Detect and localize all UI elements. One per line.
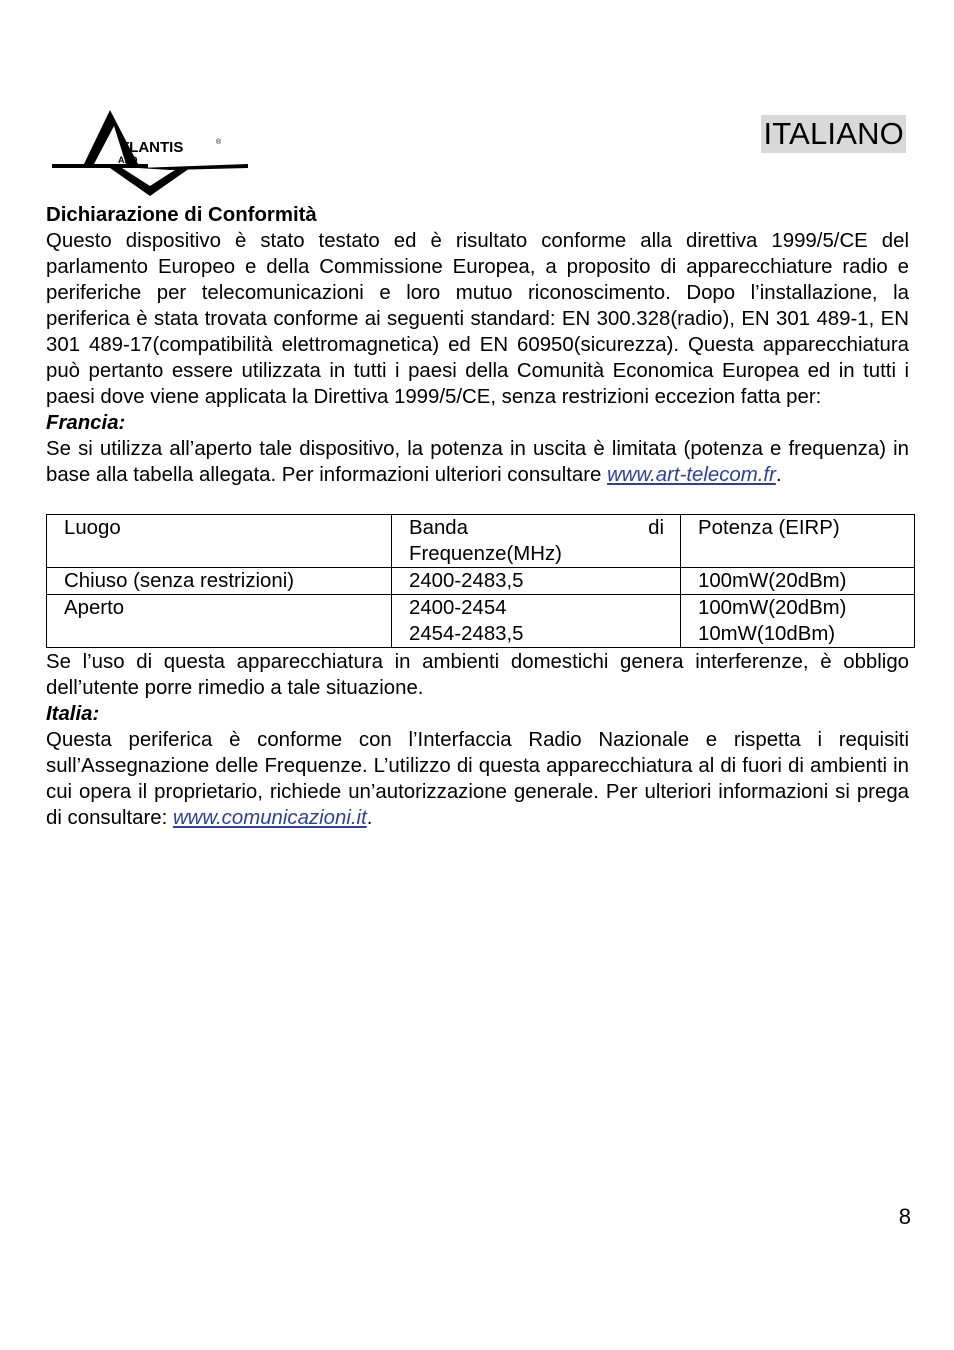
italy-trailing: . — [366, 807, 373, 829]
header-luogo: Luogo — [47, 515, 392, 568]
cell-banda-value: 2400-2483,5 — [409, 570, 524, 592]
header-banda — [392, 515, 681, 568]
cell-luogo: Aperto — [47, 595, 392, 648]
atlantis-land-logo — [50, 108, 250, 198]
cell-banda-value: 2400-2454 — [409, 597, 507, 619]
france-body: Se si utilizza all’aperto tale dispositivo, la potenza in uscita è limitata (potenza e frequenza) in base alla tabella allegata. Per informazioni ulteriori consultare — [46, 438, 909, 486]
page-number: 8 — [898, 1204, 911, 1229]
cell-banda — [392, 568, 681, 595]
cell-potenza — [681, 595, 915, 648]
header-banda-word1: Banda — [409, 517, 468, 539]
art-telecom-link[interactable]: www.art-telecom.fr — [607, 464, 776, 486]
header-potenza: Potenza (EIRP) — [681, 515, 915, 568]
frequency-table — [46, 514, 915, 648]
cell-banda-value: 2454-2483,5 — [409, 623, 524, 645]
language-label: ITALIANO — [763, 116, 904, 151]
table-row — [47, 595, 915, 648]
declaration-body: Questo dispositivo è stato testato ed è risultato conforme alla direttiva 1999/5/CE del parlamento Europeo e della Commissione Europea, a proposito di apparecchiature radio e periferiche per telecomunicazioni e loro mutuo riconoscimento. Dopo l’installazione, la periferica è stata trovata conforme ai seguenti standard: EN 300.328(radio), EN 301 489-1, EN 301 489-17(compatibilità elettromagnetica) ed EN 60950(sicurezza). Questa apparecchiatura può pertanto essere utilizzata in tutti i paesi della Comunità Economica Europea ed in tutti i paesi dove viene applicata la Direttiva 1999/5/CE, senza restrizioni eccezion fatta per: — [46, 230, 909, 408]
cell-potenza-value: 100mW(20dBm) — [698, 597, 847, 619]
spacer — [46, 488, 909, 514]
italy-title: Italia: — [46, 703, 100, 725]
comunicazioni-link[interactable]: www.comunicazioni.it — [172, 807, 367, 829]
document-body — [46, 202, 909, 831]
header-banda-word2: di — [648, 517, 664, 539]
svg-text:®: ® — [216, 139, 222, 146]
france-title: Francia: — [46, 412, 126, 434]
svg-text:AND: AND — [118, 155, 138, 165]
italy-body: Questa periferica è conforme con l’Interfaccia Radio Nazionale e rispetta i requisiti sull’Assegnazione delle Frequenze. L’utilizzo di questa apparecchiatura al di fuori di ambienti in cui opera il proprietario, richiede un’autorizzazione generale. Per ulteriori informazioni si prega di consultare: — [46, 729, 909, 829]
table-row — [47, 568, 915, 595]
declaration-title: Dichiarazione di Conformità — [46, 204, 317, 226]
france-paragraph — [46, 436, 909, 488]
cell-potenza-value: 100mW(20dBm) — [698, 570, 847, 592]
italy-paragraph — [46, 727, 909, 831]
cell-luogo: Chiuso (senza restrizioni) — [47, 568, 392, 595]
cell-potenza-value: 10mW(10dBm) — [698, 623, 836, 645]
svg-text:TLANTIS: TLANTIS — [120, 139, 184, 156]
table-header-row — [47, 515, 915, 568]
cell-potenza — [681, 568, 915, 595]
cell-banda — [392, 595, 681, 648]
domestic-note: Se l’uso di questa apparecchiatura in ambienti domestichi genera interferenze, è obbligo dell’utente porre rimedio a tale situazione. — [46, 651, 909, 699]
header-banda-line2: Frequenze(MHz) — [409, 543, 562, 565]
france-trailing: . — [775, 464, 782, 486]
